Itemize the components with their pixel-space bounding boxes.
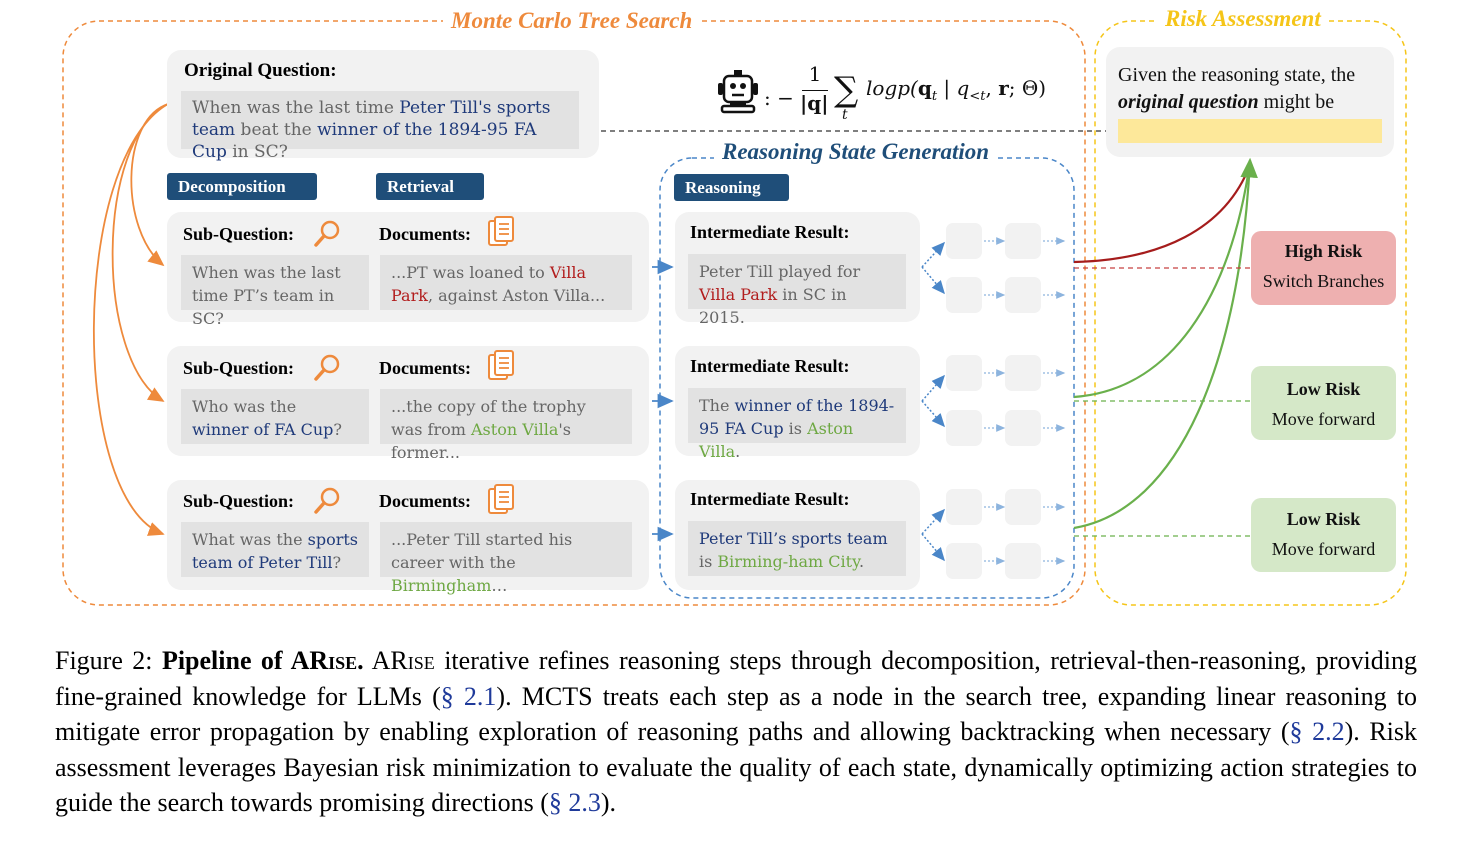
low-risk-action: Move forward [1271,539,1376,559]
row3-subquestion-label: Sub-Question: [183,491,295,511]
tree-node [946,543,982,579]
formula-denominator: |q| [800,91,829,115]
row2-documents-label: Documents: [379,358,471,378]
row2-subquestion-text [181,389,369,444]
formula-q-t: q [917,76,932,100]
row3-sq-part3: ? [332,553,342,572]
document-icon [487,215,517,249]
row2-ir-part3: is [783,419,808,438]
caption-ref-2-2[interactable]: § 2.2 [1289,717,1345,746]
risk-question-line1: Given the reasoning state, the [1118,64,1356,86]
reasoning-tag: Reasoning [674,174,789,201]
row3-intermediate-text [688,521,906,576]
tree-node [1005,410,1041,446]
row3-ir-entity-city: Birming-ham City [717,552,859,571]
original-question-label: Original Question: [184,60,337,81]
document-icon [487,483,517,517]
low-risk-box [1251,498,1396,572]
row3-doc-entity: Birmingham [391,576,492,595]
row2-document-text [380,389,632,462]
decomposition-tag: Decomposition [167,173,317,200]
formula-prefix: : − [764,86,794,110]
formula-q-lt: q [956,76,970,100]
risk-question-box [1106,47,1394,157]
document-icon [487,349,517,383]
row3-ir-part4: . [859,552,865,571]
tree-node [1005,355,1041,391]
search-icon [313,485,343,515]
high-risk-action: Switch Branches [1262,271,1385,291]
row2-ir-entity-villa: Aston Villa [699,419,854,461]
risk-question-text [1118,62,1388,116]
tree-node [946,355,982,391]
search-icon [313,352,343,382]
row1-document-text [380,255,632,310]
tree-node [946,223,982,259]
retrieval-tag: Retrieval [376,173,484,200]
row2-ir-part1: The [699,396,735,415]
row2-doc-entity: Aston Villa [471,420,559,439]
row2-intermediate-label: Intermediate Result: [690,356,850,376]
row3-subquestion-text [181,522,369,577]
caption-s2: iterative refines reasoning steps through decomposition, retrieval-then-reasoning, providing fine-grained knowledge for LLMs ( [55,646,1417,711]
row1-ir-part1: Peter Till played for [699,262,861,281]
robot-icon [714,68,762,114]
oq-entity-winner: winner of the 1894-95 FA Cup [192,120,537,162]
formula-logp: logp( [866,76,918,100]
caption-s1: AR [363,646,408,675]
low-risk-title: Low Risk [1286,379,1361,399]
original-question-text [181,91,579,162]
row2-ir-part5: . [735,442,741,461]
caption-s5: ). [600,788,617,817]
search-icon [313,218,343,248]
caption-bold-end: . [357,646,364,675]
oq-part3: beat the [235,120,318,140]
figure-caption [55,643,1417,821]
tree-node [946,277,982,313]
row3-ir-entity-team: Peter Till’s sports team [699,529,888,548]
oq-part1: When was the last time [192,98,400,118]
high-risk-box [1251,231,1396,305]
low-risk-title: Low Risk [1286,509,1361,529]
row3-documents-label: Documents: [379,491,471,511]
row2-doc-part1: ...the copy of the trophy was from [391,397,586,439]
row2-sq-part1: Who was the [192,397,297,416]
row3-doc-part3: … [491,576,508,595]
formula-comma: , [985,76,999,100]
caption-s1-sc: ise [407,646,435,675]
caption-s4: ). Risk assessment leverages Bayesian risk minimization to evaluate the quality of each state, dynamically optimizing action strategies to guide the search towards promising directions ( [55,717,1418,817]
row1-doc-part1: ...PT was loaned to [391,263,550,282]
formula-sum-index: t [842,107,848,123]
low-risk-box [1251,366,1396,440]
oq-entity-team: Peter Till's sports team [192,98,551,140]
tree-node [1005,543,1041,579]
row3-document-text [380,522,632,595]
risk-question-line2: might be [1258,91,1335,113]
row2-doc-part3: 's former... [391,420,571,462]
row1-ir-entity: Villa Park [699,285,778,304]
formula-given: | [937,76,957,100]
risk-question-emphasis: original question [1118,91,1259,113]
row3-ir-part2: is [699,552,718,571]
tree-node [1005,223,1041,259]
row1-subquestion-text [181,255,369,328]
caption-ref-2-3[interactable]: § 2.3 [548,788,601,817]
row1-doc-entity: Villa Park [391,263,587,305]
formula-theta: ; Θ) [1008,76,1047,100]
risk-highlight-bar [1118,119,1382,143]
formula-q-t-sub: t [931,89,938,104]
row1-intermediate-label: Intermediate Result: [690,222,850,242]
tree-node [946,489,982,525]
row1-intermediate-text [688,254,906,327]
caption-bold: Pipeline of AR [161,646,329,675]
row1-documents-label: Documents: [379,224,471,244]
row2-sq-entity: winner of FA Cup [192,420,334,439]
risk-assessment-title: Risk Assessment [1157,5,1329,33]
tree-node [1005,489,1041,525]
formula-r: r [998,76,1009,100]
row2-intermediate-text [688,388,906,461]
row1-subquestion-label: Sub-Question: [183,224,295,244]
original-question-box [167,50,599,162]
reasoning-state-generation-title: Reasoning State Generation [714,138,997,166]
caption-s3: ). MCTS treats each step as a node in the search tree, expanding linear reasoning to mitigate error propagation by enabling exploration of reasoning paths and allowing backtracking when necessary ( [55,681,1417,746]
caption-prefix: Figure 2: [55,646,162,675]
row3-sq-entity: sports team of Peter Till [192,530,358,572]
oq-part5: in SC? [226,142,288,162]
tree-node [946,410,982,446]
formula-q-lt-sub: <t [969,89,986,104]
high-risk-title: High Risk [1284,241,1363,261]
formula-numerator: 1 [808,62,822,86]
row3-sq-part1: What was the [192,530,308,549]
caption-ref-2-1[interactable]: § 2.1 [440,681,497,711]
row3-doc-part1: ...Peter Till started his career with the [391,530,573,572]
formula-body [866,76,1046,104]
row2-sq-part3: ? [333,420,342,439]
mcts-title: Monte Carlo Tree Search [443,7,700,35]
row2-subquestion-label: Sub-Question: [183,358,295,378]
formula-sigma: ∑ [834,70,859,110]
tree-node [1005,277,1041,313]
row2-ir-entity-winner: winner of the 1894-95 FA Cup [699,396,895,438]
row1-sq-part1: When was the last time PT’s team in SC? [192,263,341,328]
row1-ir-part3: in SC in 2015. [699,285,847,327]
caption-bold-sc: ise [328,646,358,675]
row3-intermediate-label: Intermediate Result: [690,489,850,509]
row1-doc-part3: , against Aston Villa... [427,286,606,305]
low-risk-action: Move forward [1271,409,1376,429]
